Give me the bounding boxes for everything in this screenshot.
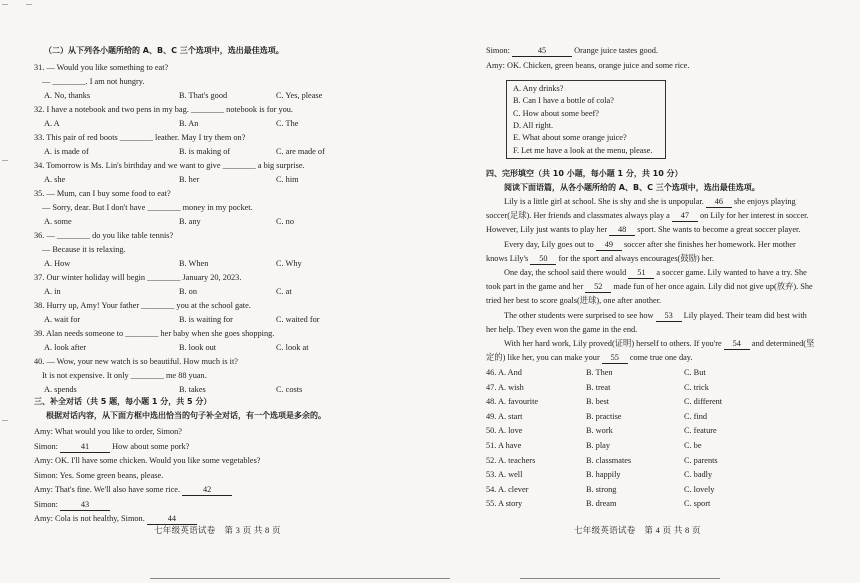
text-segment: Amy: OK. I'll have some chicken. Would you like some vegetables? (34, 456, 261, 465)
text-segment: The other students were surprised to see how (504, 310, 656, 320)
answer-option: B. any (179, 217, 201, 226)
answer-option: C. at (276, 287, 292, 296)
dialogue-line (34, 499, 110, 511)
text-segment: soccer(足球). Her friends and classmates always play a (486, 211, 672, 221)
text-segment: knows Lily's (486, 253, 531, 263)
choice-option: B. treat (586, 382, 611, 392)
choice-option: B. strong (586, 484, 617, 494)
answer-blank[interactable]: 42 (182, 484, 232, 496)
choice-option: B. play (586, 441, 610, 450)
answer-option: C. waited for (276, 315, 320, 324)
dialogue-line (486, 45, 658, 57)
section-instructions: 阅读下面语篇，从各小题所给的 A、B、C 三个选项中，选出最佳选项。 (504, 183, 760, 192)
dialogue-line (34, 470, 163, 481)
answer-option: C. look at (276, 343, 309, 352)
section-title: 三、补全对话（共 5 题，每小题 1 分，共 5 分） (34, 397, 212, 406)
choice-option: B. happily (586, 470, 621, 480)
text-segment: Amy: That's fine. We'll also have some rice. (34, 485, 183, 494)
answer-blank[interactable]: 49 (596, 239, 622, 251)
text-segment: Simon: (34, 441, 61, 451)
dialogue-line (34, 455, 260, 466)
choice-option: C. be (684, 441, 702, 450)
passage-line (504, 310, 807, 322)
choice-option: 47. A. wish (486, 382, 524, 392)
answer-option: A. No, thanks (44, 91, 91, 100)
text-segment: Orange juice tastes good. (572, 46, 659, 55)
choice-option: B. Then (586, 368, 613, 377)
answer-blank[interactable]: 54 (724, 338, 750, 350)
question-stem: 37. Our winter holiday will begin ________ January 20, 2023. (34, 273, 242, 282)
question-stem: 31. — Would you like something to eat? (34, 63, 169, 72)
choice-option: 51. A have (486, 441, 522, 450)
answer-option: B. is making of (179, 147, 231, 156)
answer-option: B. When (179, 259, 209, 268)
answer-blank[interactable]: 43 (60, 499, 110, 511)
options-box (506, 80, 666, 159)
section-title: （二）从下列各小题所给的 A、B、C 三个选项中，选出最佳选项。 (44, 46, 284, 55)
question-stem: 34. Tomorrow is Ms. Lin's birthday and we want to give ________ a big surprise. (34, 161, 305, 170)
passage-line (504, 239, 796, 251)
text-segment: tried her best to score goals(进球), one after another. (486, 296, 662, 306)
answer-blank[interactable]: 46 (706, 196, 732, 208)
left-page (34, 0, 424, 583)
text-segment: 定的) like her, you can make your (486, 353, 602, 363)
answer-option: B. is waiting for (179, 315, 233, 324)
choice-option: C. lovely (684, 484, 715, 494)
choice-option: 52. A. teachers (486, 455, 536, 465)
text-segment: on Lily for her interest in soccer. (697, 211, 809, 221)
answer-option: B. takes (179, 385, 206, 394)
page-footer: 七年级英语试卷 第 3 页 共 8 页 (154, 525, 281, 535)
text-segment: With her hard work, Lily proved(证明) herself to others. If you're (504, 339, 724, 348)
answer-option: A. spends (44, 385, 77, 394)
answer-blank[interactable]: 51 (628, 267, 654, 279)
text-segment: for the sport and always encourages(鼓励) her. (556, 253, 714, 263)
scan-mark (26, 4, 32, 5)
choice-option: 49. A. start (486, 411, 523, 421)
question-stem: 32. I have a notebook and two pens in my bag. ________ notebook is for you. (34, 105, 294, 114)
passage-line (486, 210, 809, 222)
text-segment: her help. They even won the game in the end. (486, 324, 638, 334)
scan-mark (2, 160, 8, 161)
answer-option: A. wait for (44, 315, 81, 324)
answer-option: B. her (179, 175, 200, 184)
text-segment: and determined(坚 (749, 339, 815, 348)
question-stem: 33. This pair of red boots ________ leather. May I try them on? (34, 133, 246, 142)
passage-line (504, 267, 807, 279)
question-stem: 38. Hurry up, Amy! Your father ________ you at the school gate. (34, 301, 251, 310)
answer-option: C. him (276, 175, 299, 184)
scan-mark (2, 420, 8, 421)
text-segment: Simon: Yes. Some green beans, please. (34, 470, 164, 480)
choice-option: C. badly (684, 470, 713, 480)
answer-option: A. some (44, 217, 72, 226)
text-segment: Simon: (34, 499, 61, 509)
question-stem: 39. Alan needs someone to ________ her baby when she goes shopping. (34, 329, 275, 338)
answer-option: A. in (44, 287, 61, 296)
text-segment: made fun of her once again. Lily did not give up(放弃). She (611, 282, 813, 292)
choice-option: B. classmates (586, 455, 632, 465)
answer-option: B. look out (179, 343, 217, 352)
question-subline: — ________. I am not hungry. (42, 77, 145, 86)
text-segment: Lily is a little girl at school. She is shy and she is unpopular. (504, 197, 706, 206)
choice-option: C. find (684, 411, 708, 421)
text-segment: Simon: (486, 46, 513, 55)
text-segment: soccer after she finishes her homework. Her mother (621, 239, 796, 249)
section-instructions: 根据对话内容，从下面方框中选出恰当的句子补全对话，有一个选项是多余的。 (46, 411, 326, 420)
answer-option: C. Yes, please (276, 91, 323, 100)
choice-option: B. work (586, 426, 613, 436)
text-segment: sport. She wants to become a great soccer player. (635, 225, 801, 235)
answer-blank[interactable]: 52 (585, 281, 611, 293)
choice-option: C. sport (684, 499, 711, 509)
text-segment: she enjoys playing (731, 197, 796, 206)
answer-option: C. costs (276, 385, 303, 394)
answer-option: A. she (44, 175, 66, 184)
text-segment: How about some pork? (110, 441, 190, 451)
dialogue-line (34, 441, 189, 453)
choice-option: 46. A. And (486, 368, 522, 377)
answer-option: B. That's good (179, 91, 228, 100)
right-page (486, 0, 836, 583)
choice-option: 53. A. well (486, 470, 523, 480)
answer-option: A. look after (44, 343, 87, 352)
passage-line (486, 324, 637, 335)
text-segment: Amy: Cola is not healthy, Simon. (34, 514, 147, 523)
dialogue-line (34, 484, 232, 496)
answer-option: C. no (276, 217, 294, 226)
answer-option: A. How (44, 259, 71, 268)
passage-line (486, 224, 800, 236)
answer-blank[interactable]: 48 (609, 224, 635, 236)
text-segment: took part in the game and her (486, 282, 586, 292)
text-segment: However, Lily just wants to play her (486, 225, 610, 235)
passage-line (504, 338, 814, 350)
bottom-scan-line (520, 578, 720, 579)
page-footer: 七年级英语试卷 第 4 页 共 8 页 (574, 525, 701, 535)
dialogue-line (34, 426, 182, 437)
choice-option: B. best (586, 397, 610, 407)
section-title: 四、完形填空（共 10 小题，每小题 1 分，共 10 分） (486, 169, 683, 178)
box-option: D. All right. (513, 120, 554, 130)
answer-option: B. An (179, 119, 199, 128)
answer-option: C. The (276, 119, 299, 128)
choice-option: 50. A. love (486, 426, 523, 436)
bottom-scan-line (150, 578, 450, 579)
text-segment: Amy: What would you like to order, Simon? (34, 427, 182, 436)
answer-blank[interactable]: 50 (530, 253, 556, 265)
answer-option: C. are made of (276, 147, 325, 156)
text-segment: Every day, Lily goes out to (504, 239, 596, 249)
choice-option: B. dream (586, 499, 617, 509)
question-stem: 35. — Mum, can I buy some food to eat? (34, 189, 171, 198)
passage-line (486, 295, 661, 306)
choice-option: C. different (684, 397, 723, 407)
answer-blank[interactable]: 47 (672, 210, 698, 222)
choice-option: 55. A story (486, 499, 523, 509)
passage-line (486, 281, 813, 293)
text-segment: a soccer game. Lily wanted to have a try. She (654, 268, 807, 277)
question-stem: 40. — Wow, your new watch is so beautiful. How much is it? (34, 357, 238, 366)
answer-blank[interactable]: 44 (147, 513, 197, 525)
question-subline: It is not expensive. It only ________ me 88 yuan. (42, 371, 207, 380)
passage-line (486, 253, 714, 265)
choice-option: 54. A. clever (486, 484, 529, 494)
answer-blank[interactable]: 55 (602, 352, 628, 364)
question-subline: — Because it is relaxing. (42, 245, 126, 254)
answer-blank[interactable]: 45 (512, 45, 572, 57)
choice-option: B. practise (586, 411, 622, 421)
passage-line (486, 352, 692, 364)
answer-option: A. is made of (44, 147, 89, 156)
box-option: B. Can I have a bottle of cola? (513, 96, 614, 106)
scan-mark (2, 4, 8, 5)
box-option: E. What about some orange juice? (513, 133, 627, 143)
answer-option: B. on (179, 287, 197, 296)
answer-option: C. Why (276, 259, 302, 268)
answer-option: A. A (44, 119, 60, 128)
text-segment: Amy: OK. Chicken, green beans, orange juice and some rice. (486, 61, 690, 70)
box-option: C. How about some beef? (513, 108, 599, 118)
choice-option: 48. A. favourite (486, 397, 539, 407)
passage-line (504, 196, 796, 208)
dialogue-line (486, 60, 689, 71)
choice-option: C. trick (684, 382, 709, 392)
box-option: F. Let me have a look at the menu, please. (513, 145, 653, 155)
choice-option: C. parents (684, 455, 718, 465)
text-segment: One day, the school said there would (504, 268, 629, 277)
question-subline: — Sorry, dear. But I don't have ________ money in my pocket. (42, 203, 253, 212)
text-segment: come true one day. (627, 353, 693, 363)
choice-option: C. feature (684, 426, 717, 436)
choice-option: C. But (684, 368, 706, 377)
text-segment: Lily played. Their team did best with (681, 310, 807, 320)
answer-blank[interactable]: 41 (60, 441, 110, 453)
box-option: A. Any drinks? (513, 84, 564, 93)
answer-blank[interactable]: 53 (656, 310, 682, 322)
question-stem: 36. — ________ do you like table tennis? (34, 231, 174, 240)
